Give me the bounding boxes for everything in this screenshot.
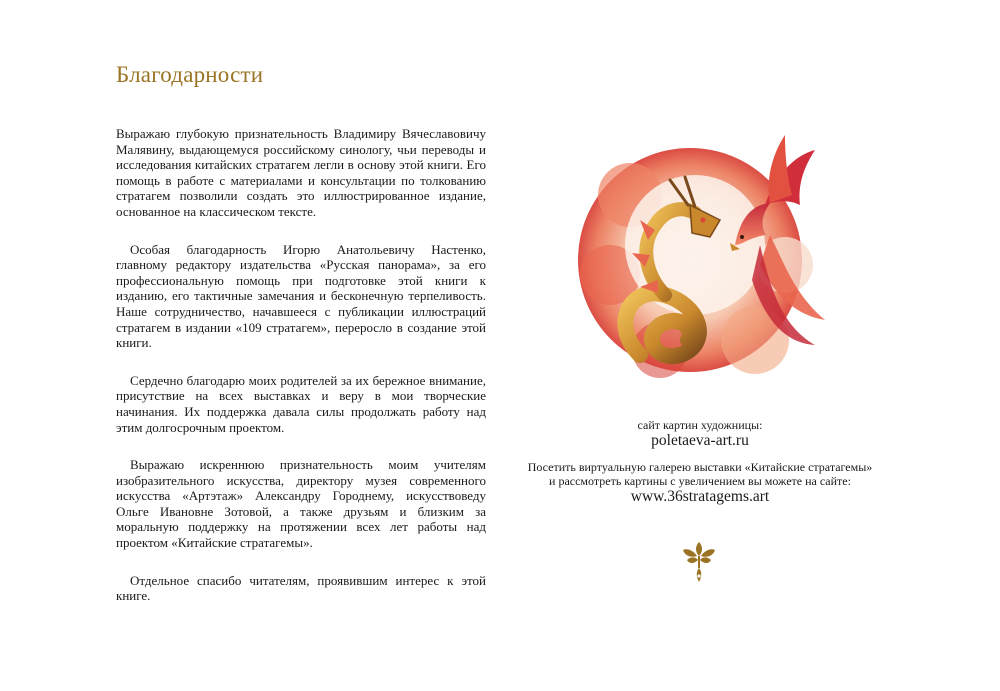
paragraph: Особая благодарность Игорю Анатольевичу Настенко, главному редактору издательства «Русская панорама», за его профессиональную помощь при подготовке этой книги к изданию, его тактичные замечания и бесконечную терпеливость. Наше сотрудничество, начавшееся с публикации иллюстраций стратагем в издании «109 стратагем», переросло в создание этой книги. xyxy=(116,241,486,351)
paragraph: Отдельное спасибо читателям, проявившим интерес к этой книге. xyxy=(116,572,486,604)
acknowledgements-text xyxy=(116,126,486,626)
page-title: Благодарности xyxy=(116,62,264,87)
gallery-link[interactable]: www.36stratagems.art xyxy=(630,488,770,505)
artist-site-link[interactable]: poletaeva-art.ru xyxy=(651,432,749,449)
paragraph: Выражаю глубокую признательность Владимиру Вячеславовичу Малявину, выдающемуся российскому синологу, чьи переводы и исследования китайских стратагем легли в основу этой книги. Его помощь в работе с материалами и консультации по толкованию стратагем позволили создать это иллюстрированное издание, основанное на классическом тексте. xyxy=(116,126,486,219)
artist-site-caption: сайт картин художницы: xyxy=(637,418,763,432)
dragon-phoenix-illustration xyxy=(570,125,832,387)
gallery-caption-line2: и рассмотреть картины с увеличением вы можете на сайте: xyxy=(549,474,851,488)
gallery-caption-line1: Посетить виртуальную галерею выставки «Китайские стратагемы» xyxy=(527,460,873,474)
paragraph: Сердечно благодарю моих родителей за их бережное внимание, присутствие на всех выставках и веру в мои творческие начинания. Их поддержка давала силы продолжать работу над этим долгосрочным проектом. xyxy=(116,372,486,435)
links-block xyxy=(500,418,900,516)
paragraph: Выражаю искреннюю признательность моим учителям изобразительного искусства, директору музея современного искусства «Артэтаж» Александру Городнему, искусствоведу Ольге Ивановне Зотовой, а также друзьям и близким за моральную поддержку на протяжении всех лет работы над проектом «Китайские стратагемы». xyxy=(116,457,486,551)
floral-ornament-icon xyxy=(681,538,717,584)
